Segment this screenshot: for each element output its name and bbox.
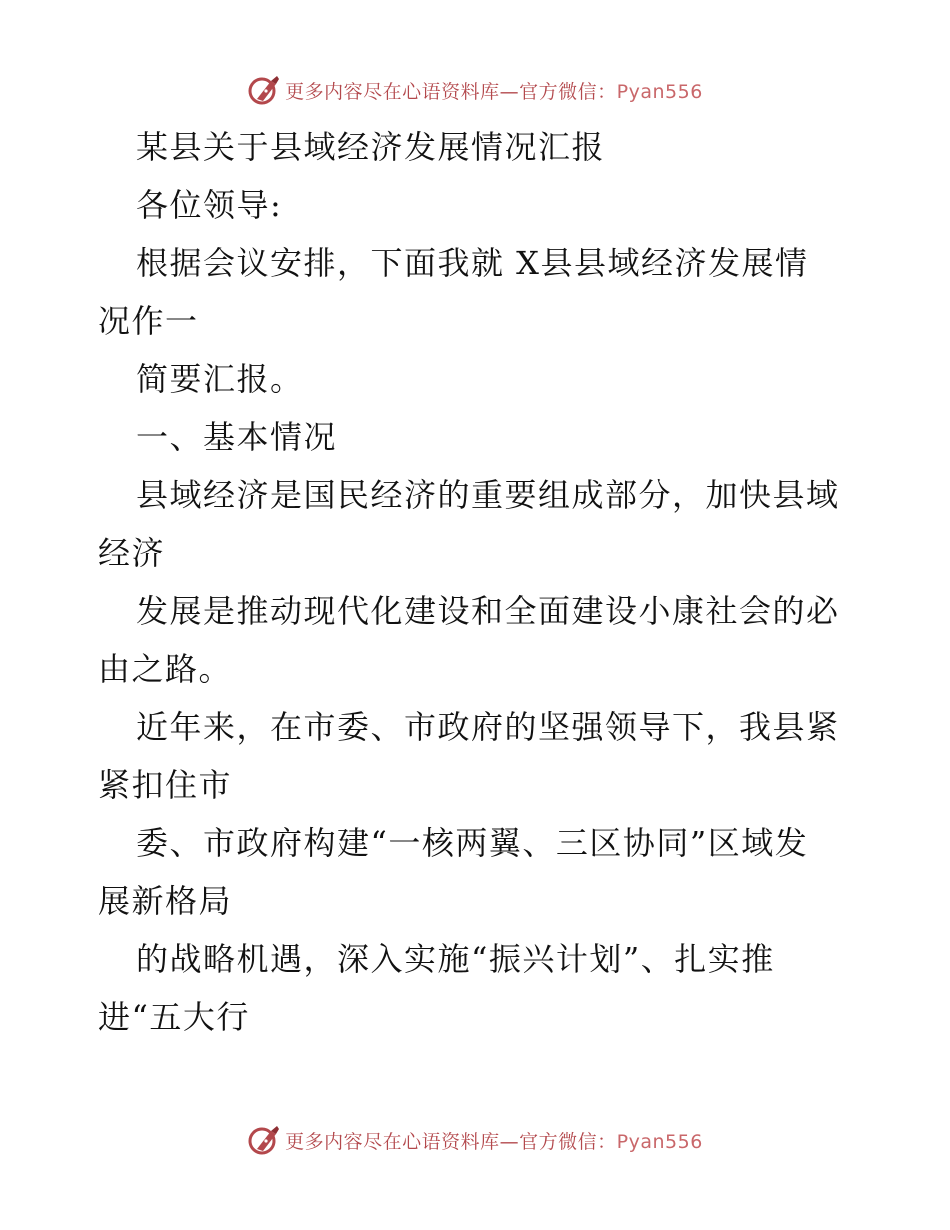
- paragraph-line: 的战略机遇，深入实施“振兴计划”、扎实推: [136, 940, 775, 978]
- paragraph-line: 进“五大行: [98, 998, 250, 1036]
- paragraph-line: 由之路。: [98, 650, 233, 688]
- paragraph-line: 展新格局: [98, 882, 233, 920]
- paragraph-line: 况作一: [98, 302, 199, 340]
- pen-nib-logo-icon: [247, 1123, 281, 1157]
- paragraph-line: 近年来，在市委、市政府的坚强领导下，我县紧: [136, 708, 840, 746]
- watermark-text: 更多内容尽在心语资料库—官方微信：Pyan556: [285, 1130, 703, 1153]
- paragraph-line: 经济: [98, 534, 166, 572]
- document-title: 某县关于县域经济发展情况汇报: [136, 128, 606, 166]
- header-watermark: [0, 72, 950, 108]
- paragraph-line: 紧扣住市: [98, 766, 233, 804]
- watermark-text: 更多内容尽在心语资料库—官方微信：Pyan556: [285, 80, 703, 103]
- footer-watermark: [0, 1122, 950, 1158]
- salutation: 各位领导:: [136, 186, 283, 224]
- watermark-handle: Pyan556: [616, 80, 703, 103]
- paragraph-line: 县域经济是国民经济的重要组成部分，加快县域: [136, 476, 840, 514]
- watermark-handle: Pyan556: [616, 1130, 703, 1153]
- paragraph-line: 发展是推动现代化建设和全面建设小康社会的必: [136, 592, 840, 630]
- paragraph-line: 简要汇报。: [136, 360, 304, 398]
- paragraph-line: 根据会议安排，下面我就 X县县域经济发展情: [136, 244, 809, 282]
- section-heading: 一、基本情况: [136, 418, 338, 456]
- paragraph-line: 委、市政府构建“一核两翼、三区协同”区域发: [136, 824, 809, 862]
- pen-nib-logo-icon: [247, 73, 281, 107]
